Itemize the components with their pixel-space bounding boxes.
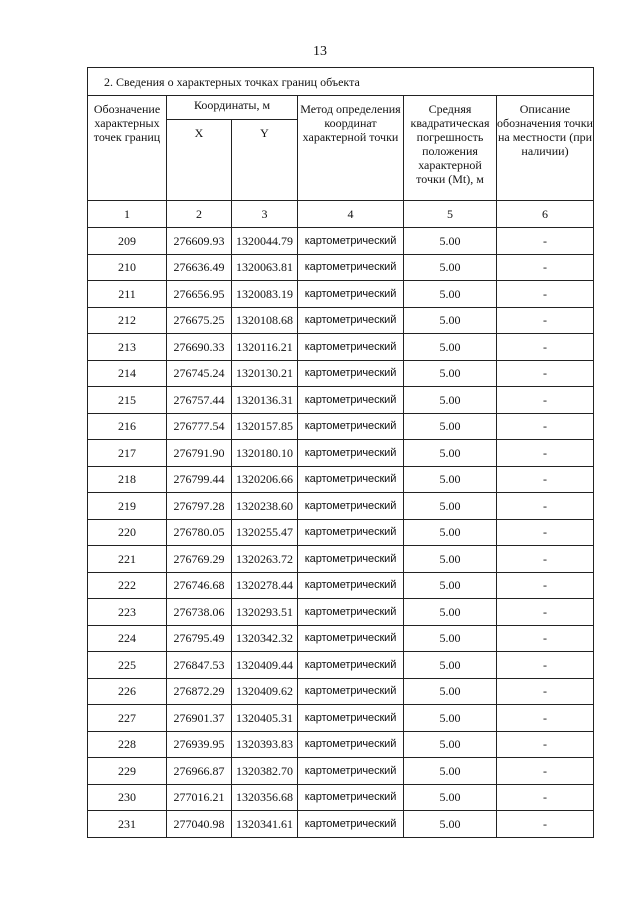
cell-description: -	[497, 519, 594, 546]
cell-coord-x: 277016.21	[167, 784, 232, 811]
cell-description: -	[497, 387, 594, 414]
cell-coord-y: 1320206.66	[232, 466, 298, 493]
cell-point-number: 215	[88, 387, 167, 414]
cell-description: -	[497, 811, 594, 838]
cell-point-number: 214	[88, 360, 167, 387]
section-title-row	[88, 68, 594, 96]
cell-method: картометрический	[298, 572, 404, 599]
cell-coord-x: 276939.95	[167, 731, 232, 758]
cell-coord-y: 1320044.79	[232, 228, 298, 255]
cell-accuracy: 5.00	[404, 228, 497, 255]
cell-description: -	[497, 625, 594, 652]
table-row	[88, 519, 594, 546]
cell-accuracy: 5.00	[404, 493, 497, 520]
table-row	[88, 387, 594, 414]
cell-coord-y: 1320393.83	[232, 731, 298, 758]
cell-description: -	[497, 652, 594, 679]
table-row	[88, 440, 594, 467]
cell-method: картометрический	[298, 784, 404, 811]
cell-point-number: 211	[88, 281, 167, 308]
cell-method: картометрический	[298, 228, 404, 255]
cell-method: картометрический	[298, 360, 404, 387]
cell-accuracy: 5.00	[404, 519, 497, 546]
cell-point-number: 218	[88, 466, 167, 493]
cell-point-number: 228	[88, 731, 167, 758]
cell-coord-x: 276872.29	[167, 678, 232, 705]
cell-point-number: 225	[88, 652, 167, 679]
table-row	[88, 466, 594, 493]
cell-coord-x: 276656.95	[167, 281, 232, 308]
cell-coord-x: 276636.49	[167, 254, 232, 281]
cell-description: -	[497, 413, 594, 440]
cell-coord-x: 276901.37	[167, 705, 232, 732]
cell-description: -	[497, 546, 594, 573]
boundary-points-table	[87, 67, 594, 838]
cell-description: -	[497, 493, 594, 520]
cell-point-number: 230	[88, 784, 167, 811]
header-x: X	[167, 120, 232, 201]
table-row	[88, 307, 594, 334]
cell-coord-y: 1320083.19	[232, 281, 298, 308]
cell-coord-x: 276738.06	[167, 599, 232, 626]
cell-description: -	[497, 307, 594, 334]
cell-point-number: 212	[88, 307, 167, 334]
cell-coord-y: 1320108.68	[232, 307, 298, 334]
cell-accuracy: 5.00	[404, 440, 497, 467]
cell-point-number: 226	[88, 678, 167, 705]
table-row	[88, 281, 594, 308]
cell-coord-y: 1320180.10	[232, 440, 298, 467]
column-number: 2	[167, 201, 232, 228]
cell-method: картометрический	[298, 811, 404, 838]
cell-accuracy: 5.00	[404, 546, 497, 573]
cell-description: -	[497, 440, 594, 467]
cell-accuracy: 5.00	[404, 678, 497, 705]
cell-point-number: 231	[88, 811, 167, 838]
table-row	[88, 731, 594, 758]
cell-method: картометрический	[298, 307, 404, 334]
cell-description: -	[497, 281, 594, 308]
table-row	[88, 254, 594, 281]
cell-point-number: 221	[88, 546, 167, 573]
cell-coord-y: 1320238.60	[232, 493, 298, 520]
cell-coord-x: 276791.90	[167, 440, 232, 467]
table-row	[88, 678, 594, 705]
cell-coord-y: 1320405.31	[232, 705, 298, 732]
table-row	[88, 705, 594, 732]
cell-accuracy: 5.00	[404, 784, 497, 811]
cell-method: картометрический	[298, 466, 404, 493]
cell-method: картометрический	[298, 493, 404, 520]
column-number: 3	[232, 201, 298, 228]
cell-method: картометрический	[298, 758, 404, 785]
column-number: 1	[88, 201, 167, 228]
table-row	[88, 360, 594, 387]
cell-coord-x: 276966.87	[167, 758, 232, 785]
table-row	[88, 652, 594, 679]
cell-accuracy: 5.00	[404, 731, 497, 758]
cell-point-number: 213	[88, 334, 167, 361]
cell-point-number: 210	[88, 254, 167, 281]
cell-description: -	[497, 705, 594, 732]
cell-accuracy: 5.00	[404, 254, 497, 281]
cell-method: картометрический	[298, 413, 404, 440]
header-row	[88, 96, 594, 120]
cell-accuracy: 5.00	[404, 811, 497, 838]
cell-method: картометрический	[298, 440, 404, 467]
header-method: Метод определения координат характерной точки	[298, 96, 404, 201]
table-row	[88, 413, 594, 440]
cell-method: картометрический	[298, 281, 404, 308]
cell-coord-x: 276746.68	[167, 572, 232, 599]
cell-method: картометрический	[298, 387, 404, 414]
table-row	[88, 599, 594, 626]
cell-accuracy: 5.00	[404, 413, 497, 440]
cell-coord-y: 1320342.32	[232, 625, 298, 652]
table-row	[88, 625, 594, 652]
cell-method: картометрический	[298, 625, 404, 652]
cell-description: -	[497, 731, 594, 758]
cell-method: картометрический	[298, 599, 404, 626]
cell-description: -	[497, 254, 594, 281]
header-designation: Обозначение характерных точек границ	[88, 96, 167, 201]
cell-coord-x: 276795.49	[167, 625, 232, 652]
cell-method: картометрический	[298, 334, 404, 361]
cell-method: картометрический	[298, 731, 404, 758]
cell-point-number: 223	[88, 599, 167, 626]
cell-coord-x: 276690.33	[167, 334, 232, 361]
cell-coord-x: 276847.53	[167, 652, 232, 679]
cell-accuracy: 5.00	[404, 307, 497, 334]
section-title: 2. Сведения о характерных точках границ объекта	[88, 68, 594, 96]
cell-coord-y: 1320293.51	[232, 599, 298, 626]
table-row	[88, 334, 594, 361]
column-number: 6	[497, 201, 594, 228]
cell-coord-y: 1320356.68	[232, 784, 298, 811]
cell-accuracy: 5.00	[404, 652, 497, 679]
cell-accuracy: 5.00	[404, 466, 497, 493]
cell-point-number: 216	[88, 413, 167, 440]
cell-point-number: 209	[88, 228, 167, 255]
cell-coord-y: 1320278.44	[232, 572, 298, 599]
cell-coord-x: 276777.54	[167, 413, 232, 440]
cell-coord-x: 276675.25	[167, 307, 232, 334]
cell-point-number: 222	[88, 572, 167, 599]
header-coordinates: Координаты, м	[167, 96, 298, 120]
cell-description: -	[497, 678, 594, 705]
cell-coord-x: 276769.29	[167, 546, 232, 573]
column-number-row	[88, 201, 594, 228]
cell-coord-x: 276745.24	[167, 360, 232, 387]
cell-coord-y: 1320157.85	[232, 413, 298, 440]
page-number: 13	[313, 44, 327, 59]
cell-point-number: 219	[88, 493, 167, 520]
header-description: Описание обозначения точки на местности (при наличии)	[497, 96, 594, 201]
cell-description: -	[497, 334, 594, 361]
cell-accuracy: 5.00	[404, 387, 497, 414]
cell-coord-y: 1320409.62	[232, 678, 298, 705]
table-row	[88, 228, 594, 255]
cell-coord-x: 276609.93	[167, 228, 232, 255]
cell-description: -	[497, 784, 594, 811]
cell-coord-y: 1320263.72	[232, 546, 298, 573]
cell-accuracy: 5.00	[404, 572, 497, 599]
header-accuracy: Средняя квадратическая погрешность положения характерной точки (Mt), м	[404, 96, 497, 201]
cell-description: -	[497, 758, 594, 785]
cell-description: -	[497, 599, 594, 626]
cell-accuracy: 5.00	[404, 281, 497, 308]
column-number: 4	[298, 201, 404, 228]
cell-coord-y: 1320136.31	[232, 387, 298, 414]
cell-description: -	[497, 228, 594, 255]
cell-coord-y: 1320130.21	[232, 360, 298, 387]
cell-accuracy: 5.00	[404, 625, 497, 652]
cell-coord-y: 1320409.44	[232, 652, 298, 679]
cell-coord-y: 1320255.47	[232, 519, 298, 546]
cell-method: картометрический	[298, 705, 404, 732]
column-number: 5	[404, 201, 497, 228]
cell-description: -	[497, 572, 594, 599]
cell-description: -	[497, 360, 594, 387]
cell-point-number: 224	[88, 625, 167, 652]
cell-method: картометрический	[298, 652, 404, 679]
cell-coord-y: 1320341.61	[232, 811, 298, 838]
header-y: Y	[232, 120, 298, 201]
cell-method: картометрический	[298, 254, 404, 281]
table-row	[88, 758, 594, 785]
table-row	[88, 493, 594, 520]
cell-method: картометрический	[298, 678, 404, 705]
table-row	[88, 811, 594, 838]
cell-accuracy: 5.00	[404, 360, 497, 387]
cell-accuracy: 5.00	[404, 599, 497, 626]
cell-description: -	[497, 466, 594, 493]
cell-coord-y: 1320382.70	[232, 758, 298, 785]
cell-coord-x: 276757.44	[167, 387, 232, 414]
cell-accuracy: 5.00	[404, 758, 497, 785]
cell-method: картометрический	[298, 519, 404, 546]
table-row	[88, 546, 594, 573]
table-row	[88, 784, 594, 811]
cell-coord-x: 276797.28	[167, 493, 232, 520]
cell-coord-x: 276799.44	[167, 466, 232, 493]
table-row	[88, 572, 594, 599]
cell-coord-y: 1320063.81	[232, 254, 298, 281]
cell-point-number: 217	[88, 440, 167, 467]
cell-accuracy: 5.00	[404, 334, 497, 361]
cell-coord-x: 277040.98	[167, 811, 232, 838]
cell-point-number: 220	[88, 519, 167, 546]
cell-point-number: 229	[88, 758, 167, 785]
cell-accuracy: 5.00	[404, 705, 497, 732]
cell-coord-x: 276780.05	[167, 519, 232, 546]
cell-method: картометрический	[298, 546, 404, 573]
cell-point-number: 227	[88, 705, 167, 732]
cell-coord-y: 1320116.21	[232, 334, 298, 361]
